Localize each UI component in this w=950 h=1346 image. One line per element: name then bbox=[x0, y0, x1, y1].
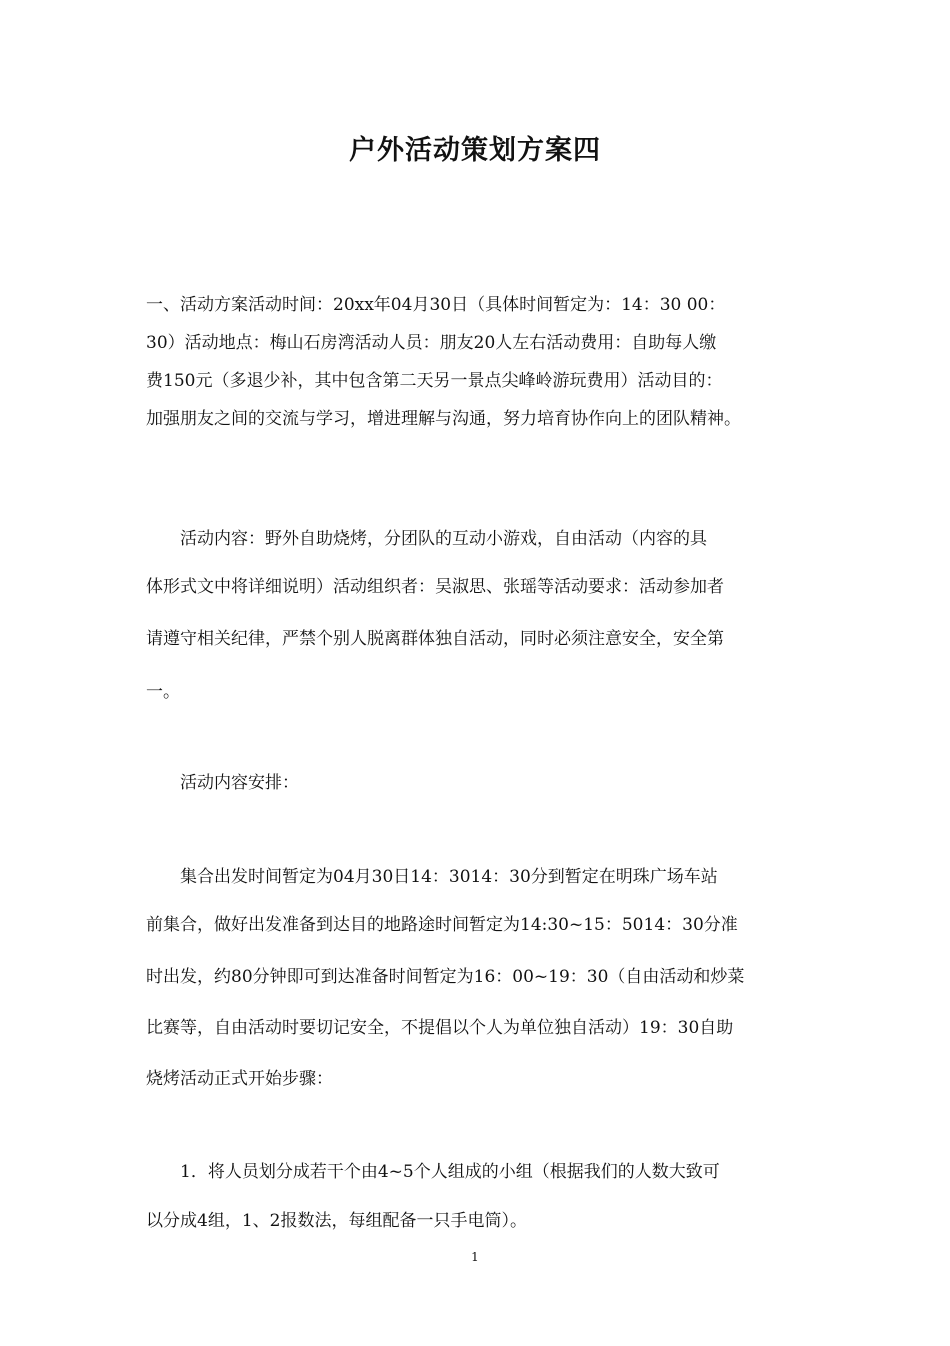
paragraph-line: 时出发，约80分钟即可到达准备时间暂定为16：00~19：30（自由活动和炒菜 bbox=[146, 967, 745, 987]
paragraph-line: 活动内容：野外自助烧烤，分团队的互动小游戏，自由活动（内容的具 bbox=[146, 529, 707, 549]
paragraph-line: 以分成4组，1、2报数法，每组配备一只手电筒）。 bbox=[146, 1211, 527, 1231]
paragraph-line: 加强朋友之间的交流与学习，增进理解与沟通，努力培育协作向上的团队精神。 bbox=[146, 409, 741, 429]
paragraph-line: 比赛等，自由活动时要切记安全，不提倡以个人为单位独自活动）19：30自助 bbox=[146, 1018, 734, 1038]
paragraph-line: 一、活动方案活动时间：20xx年04月30日（具体时间暂定为：14：30 00： bbox=[146, 295, 726, 315]
paragraph-line: 体形式文中将详细说明）活动组织者：吴淑思、张瑶等活动要求：活动参加者 bbox=[146, 577, 724, 597]
paragraph-line: 请遵守相关纪律，严禁个别人脱离群体独自活动，同时必须注意安全，安全第 bbox=[146, 629, 724, 649]
document-title: 户外活动策划方案四 bbox=[349, 135, 601, 166]
paragraph-line: 一。 bbox=[146, 682, 180, 702]
page-number: 1 bbox=[471, 1250, 479, 1264]
paragraph-line: 集合出发时间暂定为04月30日14：3014：30分到暂定在明珠广场车站 bbox=[146, 867, 718, 887]
paragraph-line: 烧烤活动正式开始步骤： bbox=[146, 1069, 333, 1089]
paragraph-line: 前集合，做好出发准备到达目的地路途时间暂定为14:30~15：5014：30分准 bbox=[146, 915, 738, 935]
paragraph-line: 活动内容安排： bbox=[146, 773, 299, 793]
paragraph-line: 30）活动地点：梅山石房湾活动人员：朋友20人左右活动费用：自助每人缴 bbox=[146, 333, 717, 353]
paragraph-line: 费150元（多退少补，其中包含第二天另一景点尖峰岭游玩费用）活动目的： bbox=[146, 371, 723, 391]
paragraph-line: 1．将人员划分成若干个由4~5个人组成的小组（根据我们的人数大致可 bbox=[146, 1162, 720, 1182]
